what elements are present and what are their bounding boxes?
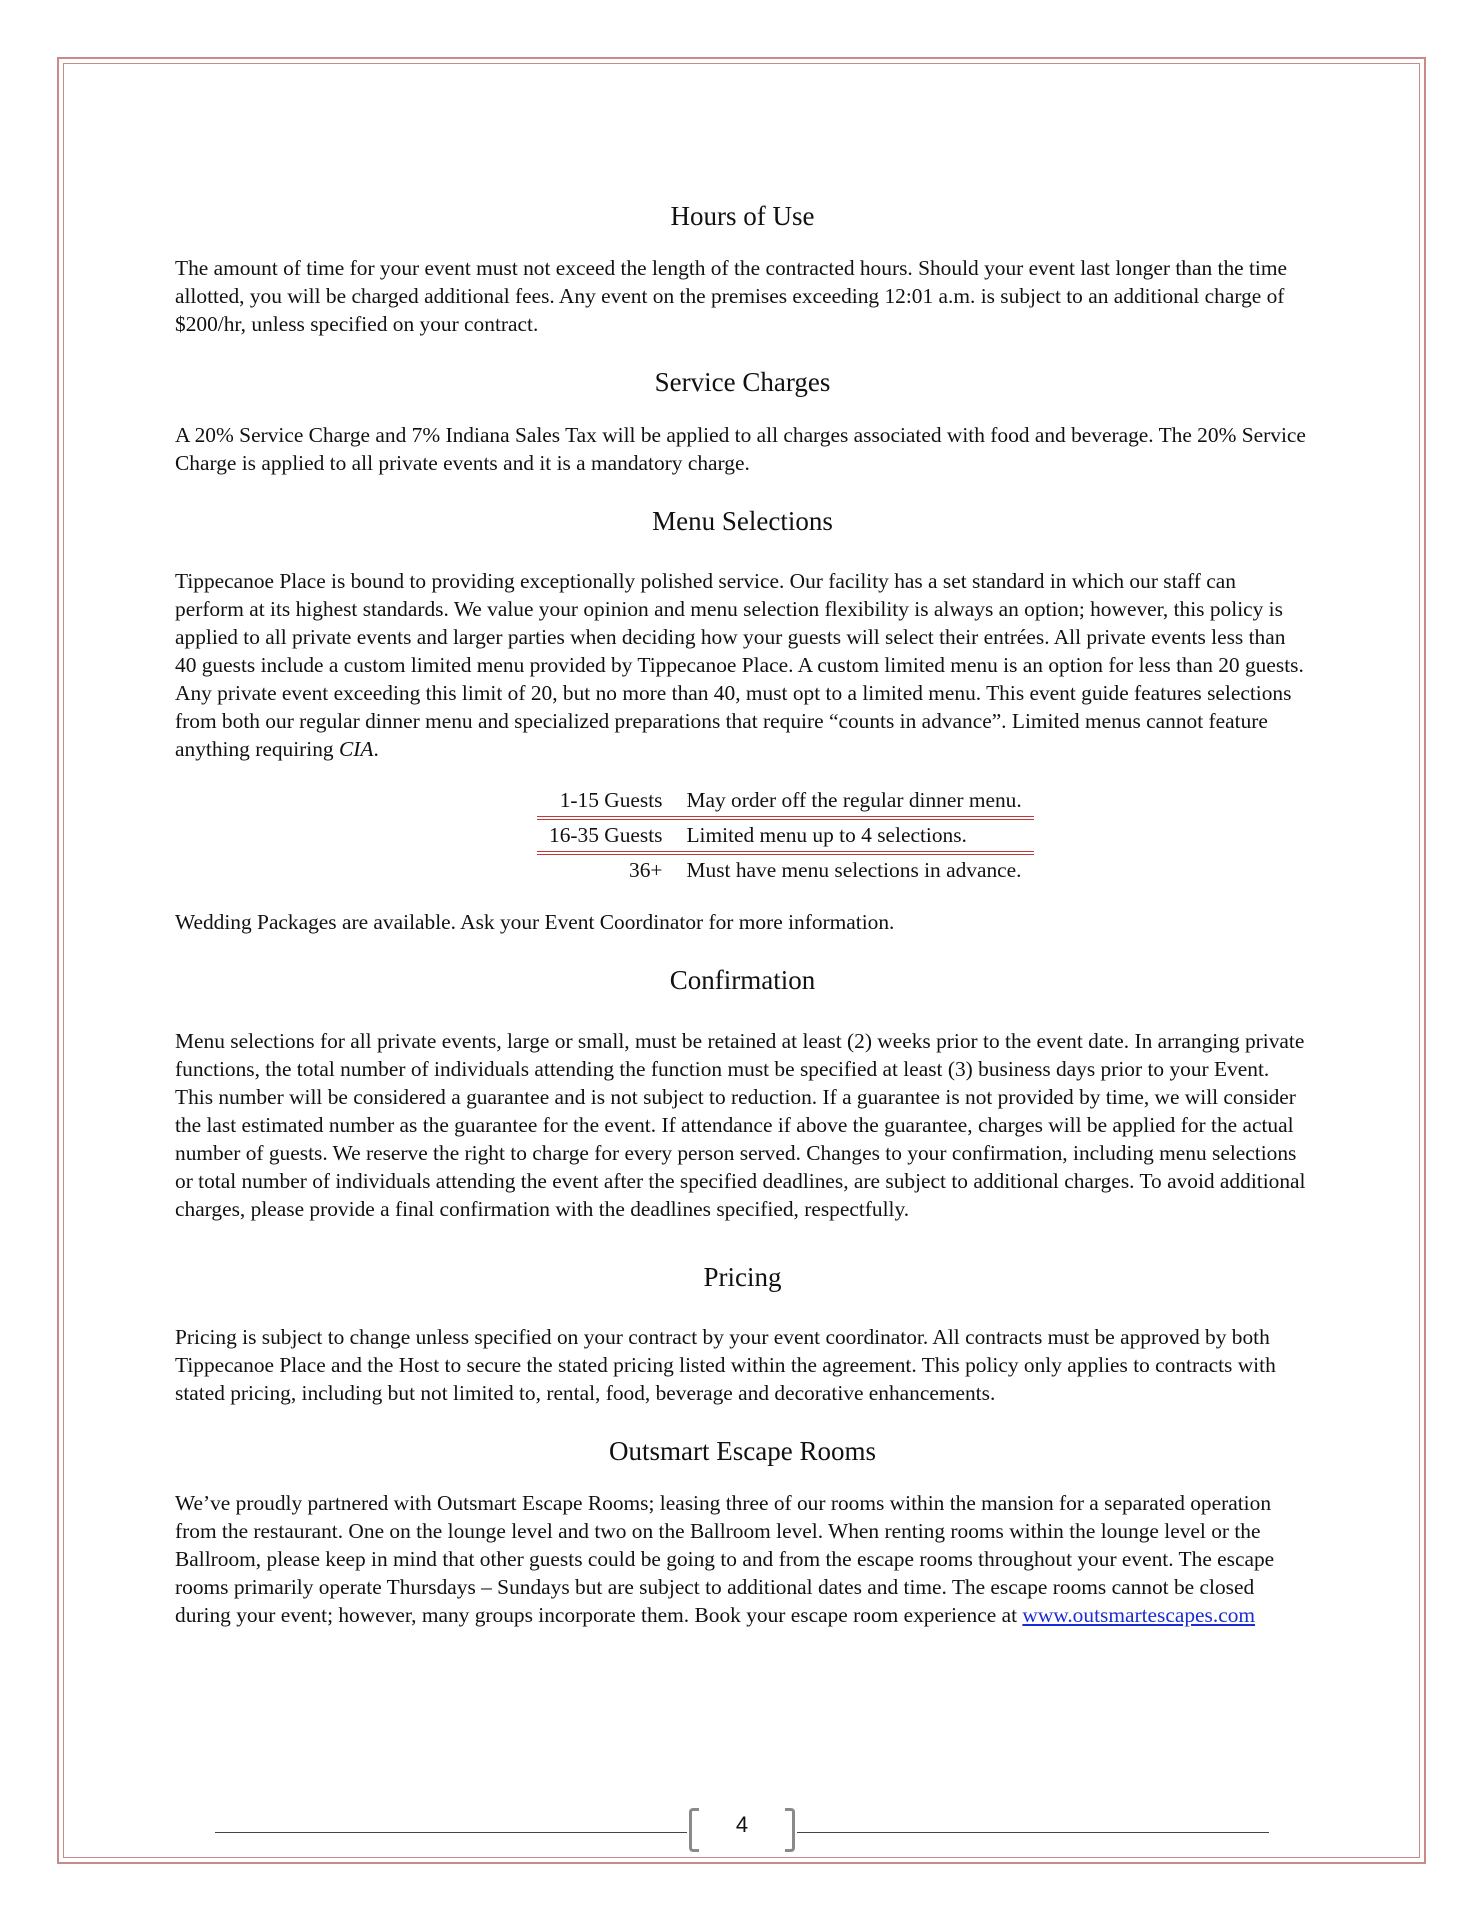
heading-hours-of-use: Hours of Use	[670, 201, 815, 231]
heading-confirmation: Confirmation	[669, 965, 816, 996]
policy-cell: Limited menu up to 4 selections.	[674, 818, 1033, 853]
paragraph-confirmation: Menu selections for all private events, large or small, must be retained at least (2) weeks prior to the event date. In arranging private functions, the total number of individuals attending the function must be specified at least (3) business days prior to your Event. This number will be considered a guarantee and is not subject to reduction. If a guarantee is not provided by time, we will consider the last estimated number as the guarantee for the event. If attendance if above the guarantee, charges will be applied for the actual number of guests. We reserve the right to charge for every person served. Changes to your confirmation, including menu selections or total number of individuals attending the event after the specified deadlines, are subject to additional charges. To avoid additional charges, please provide a final confirmation with the deadlines specified, respectfully.	[175, 1028, 1306, 1221]
heading-outsmart-escape-rooms: Outsmart Escape Rooms	[609, 1435, 876, 1466]
footer-brace-right	[785, 1808, 795, 1852]
paragraph-menu-selections	[175, 567, 1310, 763]
policy-cell: May order off the regular dinner menu.	[674, 785, 1033, 818]
paragraph-outsmart-escape-rooms	[175, 1489, 1310, 1629]
heading-pricing: Pricing	[703, 1261, 782, 1292]
policy-cell: Must have menu selections in advance.	[686, 858, 1022, 883]
guest-count-cell: 1-15 Guests	[537, 785, 674, 818]
guest-policy-table	[537, 785, 1034, 886]
guest-count-cell: 16-35 Guests	[537, 818, 674, 853]
table-row	[537, 853, 1034, 886]
footer-brace-left	[689, 1808, 699, 1852]
table-row	[537, 818, 1034, 853]
footer-rule-right	[797, 1832, 1269, 1833]
table-row	[537, 785, 1034, 818]
paragraph-hours-of-use: The amount of time for your event must not exceed the length of the contracted hours. Should your event last longer than the time allotted, you will be charged additional fees. Any event on the premises exceeding 12:01 a.m. is subject to an additional charge of $200/hr, unless specified on your contract.	[175, 256, 1288, 337]
menu-body-text: Tippecanoe Place is bound to providing exceptionally polished service. Our facility has a set standard in which our staff can perform at its highest standards. We value your opinion and menu selection flexibility is always an option; however, this policy is applied to all private events and larger parties when deciding how your guests will select their entrées. All private events less than 40 guests include a custom limited menu provided by Tippecanoe Place. A custom limited menu is an option for less than 20 guests. Any private event exceeding this limit of 20, but no more than 40, must opt to a limited menu. This event guide features selections from both our regular dinner menu and specialized preparations that require “counts in advance”. Limited menus cannot feature anything requiring	[175, 569, 1304, 762]
paragraph-service-charges: A 20% Service Charge and 7% Indiana Sales Tax will be applied to all charges associated with food and beverage. The 20% Service Charge is applied to all private events and it is a mandatory charge.	[175, 422, 1306, 475]
heading-menu-selections: Menu Selections	[652, 505, 833, 536]
menu-body-italic: CIA	[338, 737, 374, 762]
outsmart-escapes-link[interactable]: www.outsmartescapes.com	[1022, 1603, 1256, 1628]
page-number: 4	[735, 1812, 749, 1837]
page-footer	[215, 1806, 1269, 1852]
menu-body-end: .	[373, 737, 379, 762]
guest-count-cell: 36+	[629, 858, 663, 883]
document-content	[175, 200, 1310, 1629]
paragraph-wedding-packages: Wedding Packages are available. Ask your Event Coordinator for more information.	[175, 910, 895, 935]
heading-service-charges: Service Charges	[654, 367, 831, 398]
footer-rule-left	[215, 1832, 687, 1833]
paragraph-pricing: Pricing is subject to change unless specified on your contract by your event coordinator. All contracts must be approved by both Tippecanoe Place and the Host to secure the stated pricing listed within the agreement. This policy only applies to contracts with stated pricing, including but not limited to, rental, food, beverage and decorative enhancements.	[175, 1324, 1276, 1405]
escape-body-text: We’ve proudly partnered with Outsmart Escape Rooms; leasing three of our rooms within the mansion for a separated operation from the restaurant. One on the lounge level and two on the Ballroom level. When renting rooms within the lounge level or the Ballroom, please keep in mind that other guests could be going to and from the escape rooms throughout your event. The escape rooms primarily operate Thursdays – Sundays but are subject to additional dates and time. The escape rooms cannot be closed during your event; however, many groups incorporate them. Book your escape room experience at	[175, 1491, 1275, 1628]
